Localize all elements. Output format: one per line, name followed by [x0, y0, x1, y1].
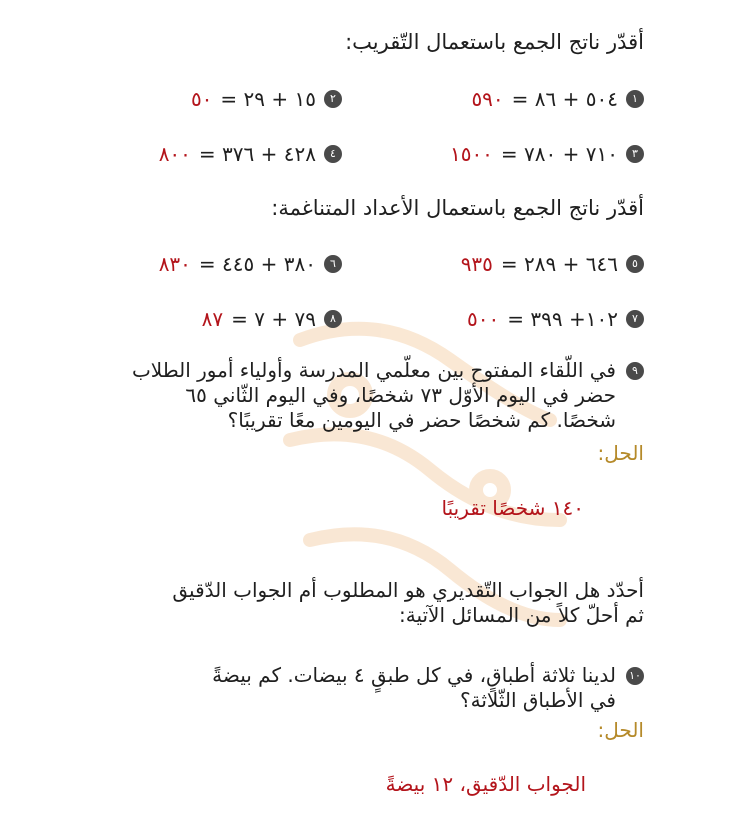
problem-text: لدينا ثلاثة أطباقٍ، في كل طبقٍ ٤ بيضات. كم بيضةً [212, 663, 616, 687]
number-badge: ٤ [324, 145, 342, 163]
equation-answer: ١٥٠٠ [449, 142, 493, 166]
solution-answer: ١٤٠ شخصًا تقريبًا [441, 496, 584, 520]
problem-text: في اللّقاء المفتوح بين معلّمي المدرسة وأولياء أمور الطلاب [131, 358, 616, 382]
equation-5 [461, 251, 644, 277]
number-badge: ٩ [626, 362, 644, 380]
solution-answer: الجواب الدّقيق، ١٢ بيضةً [385, 772, 586, 796]
equation-expression: ٧١٠ + ٧٨٠ = [500, 142, 618, 166]
equation-expression: ٤٢٨ + ٣٧٦ = [198, 142, 316, 166]
equation-7 [467, 306, 644, 332]
equation-answer: ٨٧ [201, 307, 224, 331]
number-badge: ٧ [626, 310, 644, 328]
equation-answer: ٥٠٠ [467, 307, 500, 331]
equation-answer: ٩٣٥ [460, 252, 493, 276]
number-badge: ٣ [626, 145, 644, 163]
instruction-line-1: أحدّد هل الجواب التّقديري هو المطلوب أم الجواب الدّقيق [172, 578, 644, 602]
equation-answer: ٨٣٠ [158, 252, 191, 276]
equation-1 [471, 86, 644, 112]
problem-9-line-3: شخصًا. كم شخصًا حضر في اليومين معًا تقريبًا؟ [227, 408, 616, 432]
problem-9-line-2: حضر في اليوم الأوّل ٧٣ شخصًا، وفي اليوم الثّاني ٦٥ [185, 383, 616, 407]
equation-3 [450, 141, 644, 167]
equation-4 [159, 141, 342, 167]
solution-label: الحل: [597, 441, 644, 465]
number-badge: ٥ [626, 255, 644, 273]
equation-expression: ٧٩ + ٧ = [231, 307, 316, 331]
number-badge: ١ [626, 90, 644, 108]
equation-6 [159, 251, 342, 277]
number-badge: ٨ [324, 310, 342, 328]
problem-10 [212, 663, 644, 713]
equation-expression: ٦٤٦ + ٢٨٩ = [500, 252, 618, 276]
equation-expression: ١٥ + ٢٩ = [220, 87, 316, 111]
section2-heading: أقدّر ناتج الجمع باستعمال الأعداد المتناغمة: [271, 196, 644, 220]
number-badge: ٦ [324, 255, 342, 273]
solution-label: الحل: [597, 718, 644, 742]
equation-expression: ٥٠٤ + ٨٦ = [511, 87, 618, 111]
equation-8 [202, 306, 342, 332]
section3-instructions [172, 578, 644, 628]
section1-heading: أقدّر ناتج الجمع باستعمال التّقريب: [345, 30, 644, 54]
instruction-line-2: ثم أحلّ كلاً من المسائل الآتية: [398, 603, 644, 627]
number-badge: ١٠ [626, 667, 644, 685]
equation-expression: ١٠٢+ ٣٩٩ = [507, 307, 618, 331]
equation-2 [191, 86, 342, 112]
equation-answer: ٥٩٠ [471, 87, 504, 111]
problem-9-line-1 [132, 358, 644, 383]
problem-10-line-2: في الأطباق الثّلاثة؟ [460, 688, 616, 712]
problem-9 [132, 358, 644, 433]
equation-expression: ٣٨٠ + ٤٤٥ = [198, 252, 316, 276]
equation-answer: ٨٠٠ [158, 142, 191, 166]
number-badge: ٢ [324, 90, 342, 108]
problem-10-line-1 [212, 663, 644, 688]
equation-answer: ٥٠ [190, 87, 213, 111]
